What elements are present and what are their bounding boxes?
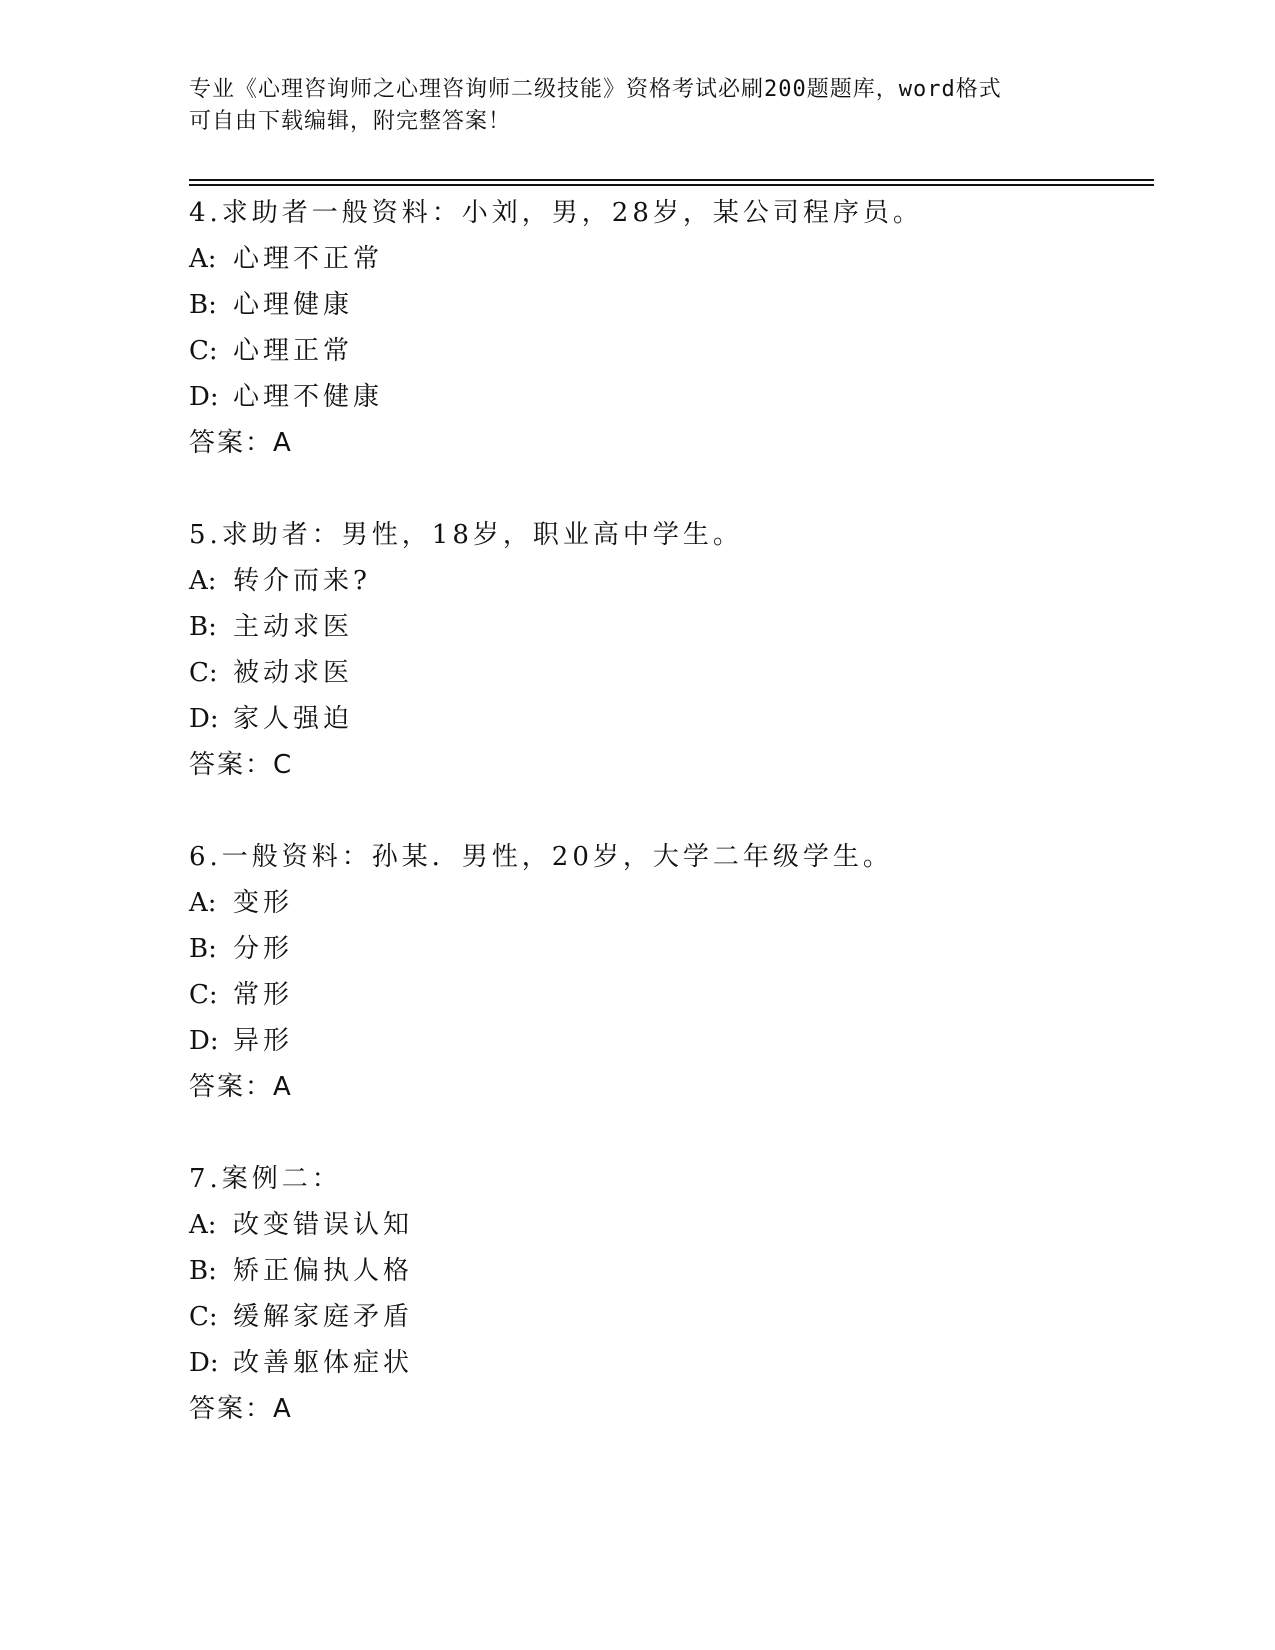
option-letter: A: bbox=[189, 566, 217, 596]
option-text: 常形 bbox=[233, 980, 294, 1010]
option-letter: B: bbox=[189, 934, 217, 964]
option-text: 心理不健康 bbox=[233, 382, 384, 412]
answer-line: 答案：A bbox=[189, 428, 293, 458]
option-text: 主动求医 bbox=[233, 612, 354, 642]
option-text: 改变错误认知 bbox=[233, 1210, 414, 1240]
option-text: 改善躯体症状 bbox=[233, 1348, 414, 1378]
option-letter: B: bbox=[189, 1256, 217, 1286]
option-a bbox=[189, 1202, 1154, 1248]
question-stem: 7.案例二： bbox=[189, 1164, 342, 1194]
answer-line: 答案：A bbox=[189, 1072, 293, 1102]
option-letter: C: bbox=[189, 658, 218, 688]
option-d bbox=[189, 374, 1154, 420]
option-letter: B: bbox=[189, 612, 217, 642]
header-line-2: 可自由下载编辑，附完整答案！ bbox=[189, 109, 512, 134]
option-d bbox=[189, 1018, 1154, 1064]
option-b bbox=[189, 604, 1154, 650]
option-letter: D: bbox=[189, 1348, 219, 1378]
option-a bbox=[189, 880, 1154, 926]
answer-line: 答案：A bbox=[189, 1394, 293, 1424]
option-letter: B: bbox=[189, 290, 217, 320]
option-text: 分形 bbox=[233, 934, 294, 964]
option-letter: D: bbox=[189, 1026, 219, 1056]
header-line-1: 专业《心理咨询师之心理咨询师二级技能》资格考试必刷200题题库，word格式 bbox=[189, 77, 1002, 102]
option-d bbox=[189, 696, 1154, 742]
option-c bbox=[189, 650, 1154, 696]
question-stem: 4.求助者一般资料：小刘，男，28岁，某公司程序员。 bbox=[189, 198, 923, 228]
option-letter: A: bbox=[189, 1210, 217, 1240]
option-letter: A: bbox=[189, 888, 217, 918]
option-c bbox=[189, 972, 1154, 1018]
option-b bbox=[189, 282, 1154, 328]
question-list bbox=[189, 190, 1154, 1478]
question-item bbox=[189, 834, 1154, 1110]
option-a bbox=[189, 558, 1154, 604]
option-text: 心理不正常 bbox=[233, 244, 384, 274]
option-text: 缓解家庭矛盾 bbox=[233, 1302, 414, 1332]
header-divider-bottom bbox=[189, 184, 1154, 186]
option-b bbox=[189, 1248, 1154, 1294]
option-d bbox=[189, 1340, 1154, 1386]
option-text: 变形 bbox=[233, 888, 294, 918]
question-item bbox=[189, 512, 1154, 788]
option-c bbox=[189, 328, 1154, 374]
header-divider-top bbox=[189, 179, 1154, 181]
option-letter: C: bbox=[189, 1302, 218, 1332]
option-text: 异形 bbox=[233, 1026, 294, 1056]
option-letter: D: bbox=[189, 704, 219, 734]
option-text: 矫正偏执人格 bbox=[233, 1256, 414, 1286]
question-stem: 5.求助者：男性，18岁，职业高中学生。 bbox=[189, 520, 743, 550]
option-b bbox=[189, 926, 1154, 972]
option-text: 家人强迫 bbox=[233, 704, 354, 734]
option-text: 心理健康 bbox=[233, 290, 354, 320]
option-letter: C: bbox=[189, 980, 218, 1010]
document-header bbox=[189, 74, 1089, 138]
question-item bbox=[189, 190, 1154, 466]
option-text: 转介而来? bbox=[233, 566, 371, 596]
option-letter: C: bbox=[189, 336, 218, 366]
option-letter: A: bbox=[189, 244, 217, 274]
option-c bbox=[189, 1294, 1154, 1340]
option-text: 心理正常 bbox=[233, 336, 354, 366]
option-a bbox=[189, 236, 1154, 282]
option-letter: D: bbox=[189, 382, 219, 412]
answer-line: 答案：C bbox=[189, 750, 294, 780]
option-text: 被动求医 bbox=[233, 658, 354, 688]
question-item bbox=[189, 1156, 1154, 1432]
question-stem: 6.一般资料：孙某．男性，20岁，大学二年级学生。 bbox=[189, 842, 893, 872]
